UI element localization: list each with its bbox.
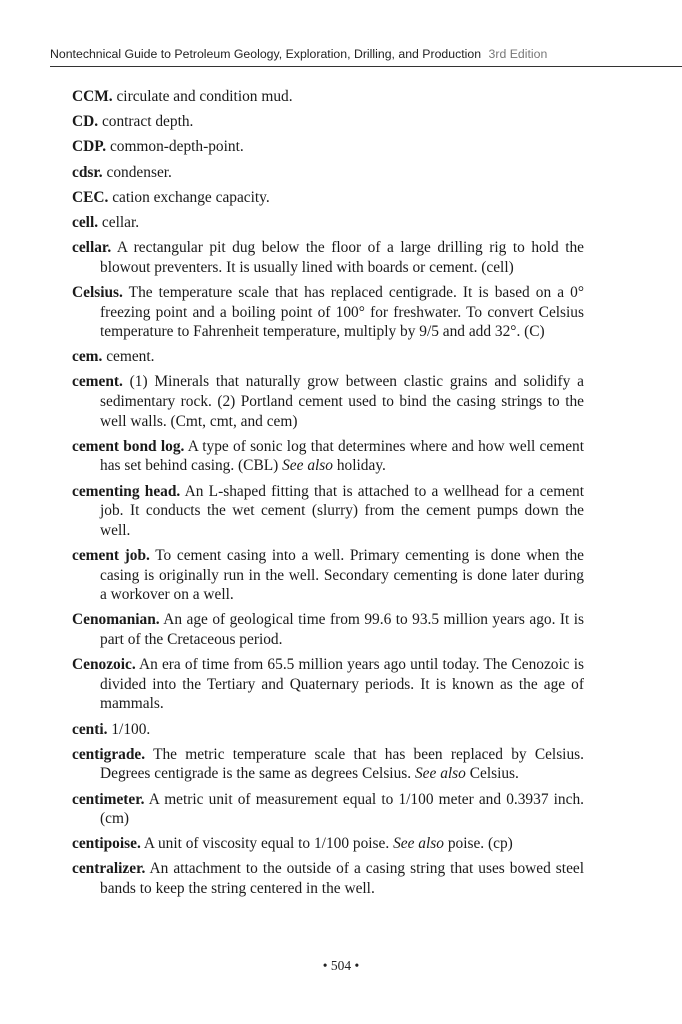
entry-term: cem. (72, 348, 103, 366)
entry-definition: An attachment to the outside of a casing string that uses bowed steel bands to keep the string centered in the well. (100, 860, 585, 898)
entry-term: cdsr. (72, 163, 103, 181)
entry-term: centi. (72, 720, 108, 738)
glossary-entry-cem (72, 347, 584, 367)
entry-term: CEC. (72, 188, 109, 206)
entry-definition: To cement casing into a well. Primary cementing is done when the casing is originally run in the well. Secondary cementing is done later during a workover on a well. (100, 547, 584, 604)
glossary-entry-cenomanian (72, 610, 584, 649)
glossary-entry-cement (72, 372, 584, 431)
glossary-entries (72, 87, 584, 904)
see-also-reference: Celsius. (469, 765, 519, 783)
glossary-entry-cdp (72, 137, 584, 157)
glossary-entry-cd (72, 112, 584, 132)
glossary-entry-cell (72, 213, 584, 233)
entry-definition: contract depth. (101, 113, 194, 131)
entry-definition: An era of time from 65.5 million years ago until today. The Cenozoic is divided into the Tertiary and Quaternary periods. It is known as the age of mammals. (100, 656, 585, 713)
glossary-entry-cementing-head (72, 482, 584, 541)
glossary-entry-celsius (72, 283, 584, 342)
see-also-label: See also (393, 835, 444, 853)
entry-definition: The metric temperature scale that has been replaced by Celsius. Degrees centigrade is the same as degrees Celsius. (100, 745, 584, 783)
entry-definition: condenser. (106, 163, 172, 181)
entry-term: cementing head. (72, 482, 181, 500)
entry-definition: (1) Minerals that naturally grow between clastic grains and solidify a sedimentary rock. (2) Portland cement used to bind the casing strings to the well walls. (Cmt, cmt, and cem) (100, 373, 584, 430)
see-also-label: See also (414, 765, 466, 783)
see-also-reference: poise. (cp) (447, 835, 513, 853)
entry-definition: cellar. (101, 213, 140, 231)
glossary-entry-cement-bond-log (72, 437, 584, 476)
entry-definition: An age of geological time from 99.6 to 93.5 million years ago. It is part of the Cretaceous period. (100, 611, 584, 648)
entry-term: CD. (72, 113, 99, 131)
entry-definition: The temperature scale that has replaced centigrade. It is based on a 0° freezing point and a boiling point of 100° for freshwater. To convert Celsius temperature to Fahrenheit temperature, multiply by 9/5 and add 32°. (C) (100, 283, 584, 341)
entry-term: Cenomanian. (72, 611, 160, 629)
glossary-entry-centipoise (72, 834, 584, 854)
see-also-reference: holiday. (336, 457, 386, 475)
page-number: • 504 • (322, 958, 360, 973)
entry-term: Cenozoic. (72, 656, 136, 674)
header-rule (50, 66, 682, 67)
entry-definition: A type of sonic log that determines where and how well cement has set behind casing. (CBL) (100, 437, 584, 475)
entry-term: cellar. (72, 239, 112, 257)
entry-term: centigrade. (72, 745, 146, 763)
entry-term: CCM. (72, 88, 113, 105)
entry-term: cell. (72, 213, 99, 231)
glossary-entry-cenozoic (72, 655, 584, 714)
running-header (50, 46, 682, 62)
entry-term: cement job. (72, 547, 150, 564)
entry-term: CDP. (72, 138, 107, 156)
glossary-entry-centimeter (72, 790, 584, 829)
glossary-entry-centigrade (72, 745, 584, 784)
entry-term: centralizer. (72, 860, 146, 878)
glossary-entry-ccm (72, 87, 584, 107)
glossary-entry-cdsr (72, 163, 584, 183)
entry-definition: An L-shaped fitting that is attached to a wellhead for a cement job. It conducts the wet cement (slurry) from the cement pumps down the well. (100, 482, 585, 539)
glossary-entry-cement-job (72, 546, 584, 605)
glossary-entry-cec (72, 188, 584, 208)
edition-label: 3rd Edition (488, 47, 548, 61)
entry-term: cement. (72, 373, 123, 391)
glossary-entry-centi (72, 720, 584, 740)
entry-definition: circulate and condition mud. (116, 88, 293, 105)
entry-definition: A metric unit of measurement equal to 1/100 meter and 0.3937 inch. (cm) (100, 790, 585, 828)
entry-definition: 1/100. (111, 720, 151, 738)
entry-term: cement bond log. (72, 437, 185, 455)
entry-definition: cation exchange capacity. (112, 188, 270, 206)
entry-definition: common-depth-point. (109, 138, 244, 156)
glossary-entry-cellar (72, 238, 584, 277)
book-title: Nontechnical Guide to Petroleum Geology, Exploration, Drilling, and Production (50, 47, 482, 61)
entry-definition: A unit of viscosity equal to 1/100 poise. (143, 835, 390, 853)
entry-definition: A rectangular pit dug below the floor of a large drilling rig to hold the blowout preventers. It is usually lined with boards or cement. (cell) (100, 239, 584, 276)
entry-definition: cement. (106, 348, 155, 366)
glossary-entry-centralizer (72, 859, 584, 898)
entry-term: centipoise. (72, 835, 141, 853)
see-also-label: See also (282, 457, 333, 475)
entry-term: Celsius. (72, 283, 123, 301)
entry-term: centimeter. (72, 790, 145, 808)
